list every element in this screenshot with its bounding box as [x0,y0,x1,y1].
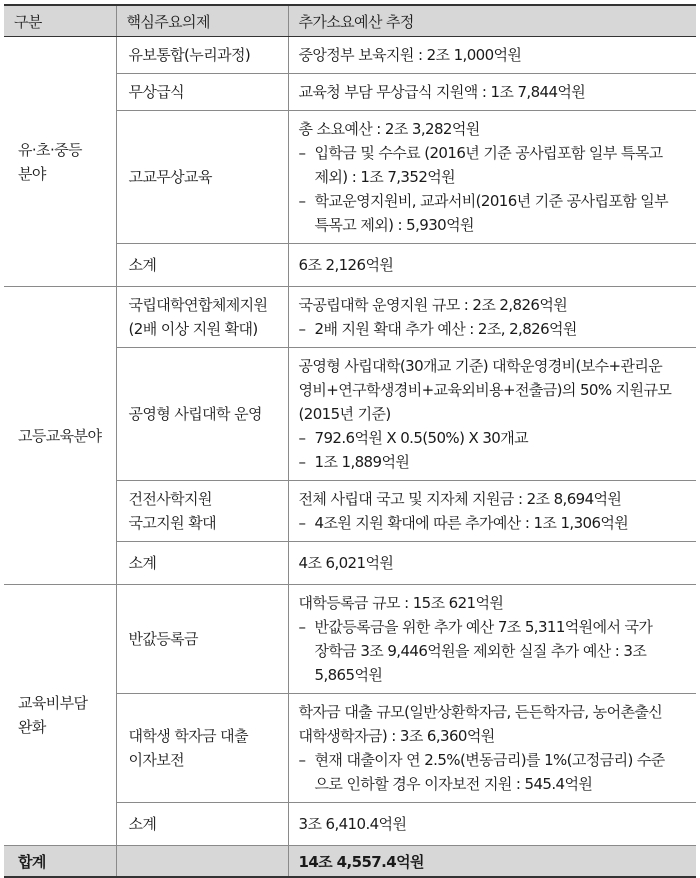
budget-cell [288,585,696,694]
budget-line: 국공립대학 운영지원 규모 : 2조 2,826억원 [298,296,568,314]
agenda-cell [116,37,288,74]
bullet-text [315,189,687,237]
table-row [4,287,696,348]
dash-marker: – [298,618,306,636]
agenda-label: 대학생 학자금 대출 [128,727,248,745]
bullet-line: 792.6억원 X 0.5(50%) X 30개교 [314,429,529,447]
budget-line: 공영형 사립대학(30개교 기준) 대학운영경비(보수+관리운 [298,357,663,375]
budget-line: 3조 6,410.4억원 [298,815,407,833]
budget-line: 6조 2,126억원 [298,256,394,274]
agenda-label: 고교무상교육 [128,168,212,186]
budget-line: 대학생학자금) : 3조 6,360억원 [298,727,495,745]
bullet-line: 학교운영지원비, 교과서비(2016년 기준 공사립포함 일부 [314,192,669,210]
budget-bullet [299,511,687,535]
budget-bullet [299,426,687,450]
budget-cell [288,74,696,111]
agenda-label: 국고지원 확대 [128,514,217,532]
category-label: 유·초·중등 [18,140,82,159]
agenda-label: 소계 [128,554,157,572]
bullet-line: 입학금 및 수수료 (2016년 기준 공사립포함 일부 특목고 [314,144,663,162]
budget-bullet [299,615,687,687]
category-label: 고등교육분야 [18,426,102,445]
budget-cell [288,37,696,74]
bullet-line: 현재 대출이자 연 2.5%(변동금리)를 1%(고정금리) 수준 [314,751,665,769]
budget-cell [288,694,696,803]
category-label: 완화 [18,718,46,736]
agenda-label: 소계 [128,815,157,833]
dash-marker: – [298,429,306,447]
header-budget: 추가소요예산 추정 [288,5,696,37]
budget-line: (2015년 기준) [298,405,391,423]
bullet-line: 특목고 제외) : 5,930억원 [314,216,474,234]
budget-bullet [299,450,687,474]
budget-table [4,4,696,878]
bullet-text [315,511,687,535]
bullet-text [315,426,687,450]
table-body [4,37,696,878]
budget-line: 대학등록금 규모 : 15조 621억원 [298,594,504,612]
agenda-cell [116,111,288,244]
category-cell [4,37,116,287]
bullet-line: 으로 인하할 경우 이자보전 지원 : 545.4억원 [314,775,593,793]
dash-marker: – [298,144,306,162]
budget-cell [288,542,696,585]
budget-cell [288,803,696,846]
budget-bullet [299,748,687,796]
dash-marker: – [298,453,306,471]
budget-cell [288,111,696,244]
bullet-text [315,450,687,474]
header-agenda: 핵심주요의제 [116,5,288,37]
dash-marker: – [298,192,306,210]
dash-marker: – [298,751,306,769]
agenda-label: 반값등록금 [128,630,198,648]
budget-line: 4조 6,021억원 [298,554,394,572]
table-row [4,37,696,74]
dash-marker: – [298,514,306,532]
agenda-label: 공영형 사립대학 운영 [128,405,262,423]
agenda-label: (2배 이상 지원 확대) [128,320,258,338]
category-cell [4,287,116,585]
bullet-text [315,317,687,341]
total-label: 합계 [4,846,116,878]
budget-bullet [299,141,687,189]
agenda-cell [116,542,288,585]
bullet-line: 장학금 3조 9,446억원을 제외한 실질 추가 예산 : 3조 [314,642,647,660]
agenda-label: 국립대학연합체제지원 [128,296,268,314]
agenda-cell [116,585,288,694]
dash-marker: – [298,320,306,338]
agenda-label: 소계 [128,256,157,274]
budget-line: 총 소요예산 : 2조 3,282억원 [298,120,480,138]
budget-line: 중앙정부 보육지원 : 2조 1,000억원 [298,46,522,64]
total-row [4,846,696,878]
header-category: 구분 [4,5,116,37]
budget-line: 영비+연구학생경비+교육외비용+전출금)의 50% 지원규모 [298,381,672,399]
category-cell [4,585,116,846]
budget-cell [288,287,696,348]
budget-line: 교육청 부담 무상급식 지원액 : 1조 7,844억원 [298,83,586,101]
total-value: 14조 4,557.4억원 [288,846,696,878]
agenda-cell [116,74,288,111]
agenda-label: 이자보전 [128,751,185,769]
agenda-label: 유보통합(누리과정) [128,46,251,64]
budget-line: 전체 사립대 국고 및 지자체 지원금 : 2조 8,694억원 [298,490,622,508]
bullet-line: 제외) : 1조 7,352억원 [314,168,456,186]
bullet-line: 4조원 지원 확대에 따른 추가예산 : 1조 1,306억원 [314,514,629,532]
bullet-line: 1조 1,889억원 [314,453,410,471]
budget-line: 학자금 대출 규모(일반상환학자금, 든든학자금, 농어촌출신 [298,703,663,721]
bullet-line: 5,865억원 [314,666,383,684]
bullet-text [315,615,687,687]
table-row [4,585,696,694]
bullet-text [315,748,687,796]
budget-cell [288,244,696,287]
header-row [4,5,696,37]
agenda-cell [116,244,288,287]
agenda-label: 무상급식 [128,83,185,101]
budget-bullet [299,189,687,237]
category-label: 분야 [18,164,46,183]
budget-cell [288,348,696,481]
total-empty [116,846,288,878]
bullet-line: 반값등록금을 위한 추가 예산 7조 5,311억원에서 국가 [314,618,653,636]
agenda-cell [116,694,288,803]
agenda-cell [116,481,288,542]
agenda-label: 건전사학지원 [128,490,212,508]
agenda-cell [116,287,288,348]
bullet-text [315,141,687,189]
category-label: 교육비부담 [18,694,88,712]
agenda-cell [116,803,288,846]
bullet-line: 2배 지원 확대 추가 예산 : 2조, 2,826억원 [314,320,577,338]
budget-cell [288,481,696,542]
budget-bullet [299,317,687,341]
agenda-cell [116,348,288,481]
